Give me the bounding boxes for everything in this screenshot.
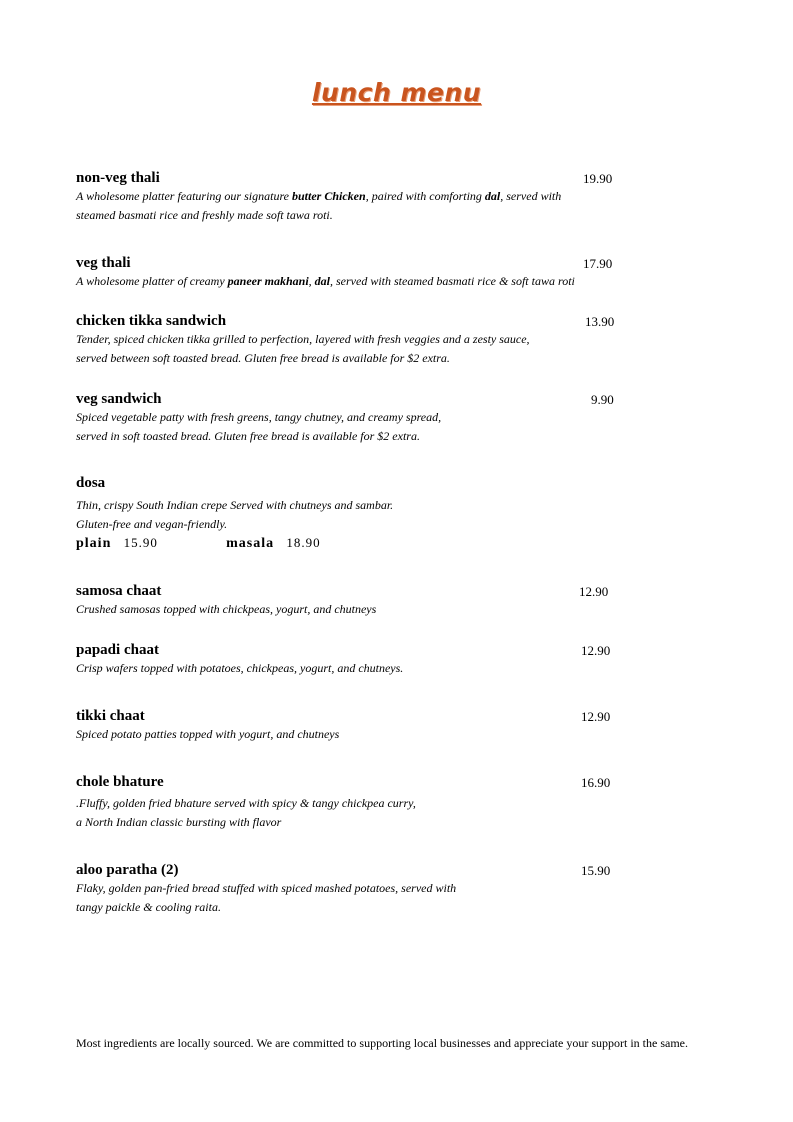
item-price: 12.90 — [581, 709, 611, 724]
item-price: 16.90 — [581, 775, 611, 790]
item-description: Tender, spiced chicken tikka grilled to perfection, layered with fresh veggies and a zesty sauce, served between soft toasted bread. Gluten free bread is available for $2 extra. — [76, 332, 530, 365]
menu-item-veg-sandwich — [76, 390, 696, 446]
item-name: aloo paratha (2) — [76, 862, 179, 878]
variant-price: 15.90 — [123, 535, 158, 550]
item-name: samosa chaat — [76, 583, 162, 599]
item-price: 17.90 — [583, 256, 613, 271]
item-description: A wholesome platter featuring our signature butter Chicken, paired with comforting dal, served with steamed basmati rice and freshly made soft tawa roti. — [76, 189, 562, 222]
item-name: chole bhature — [76, 774, 164, 790]
item-description: A wholesome platter of creamy paneer makhani, dal, served with steamed basmati rice & soft tawa roti — [76, 274, 575, 288]
item-description: Spiced vegetable patty with fresh greens, tangy chutney, and creamy spread, served in soft toasted bread. Gluten free bread is available for $2 extra. — [76, 410, 442, 443]
item-name: veg sandwich — [76, 391, 162, 407]
menu-item-aloo-paratha — [76, 861, 696, 917]
item-name: veg thali — [76, 255, 131, 271]
footer-note: Most ingredients are locally sourced. We are committed to supporting local businesses and appreciate your support in the same. — [76, 1036, 688, 1050]
item-description: Flaky, golden pan-fried bread stuffed with spiced mashed potatoes, served with tangy paickle & cooling raita. — [76, 881, 457, 914]
variant-price: 18.90 — [286, 535, 321, 550]
item-name: non-veg thali — [76, 170, 160, 186]
menu-item-chicken-tikka-sandwich — [76, 312, 696, 368]
item-description: Thin, crispy South Indian crepe Served with chutneys and sambar. Gluten-free and vegan-friendly. — [76, 498, 394, 531]
item-price: 15.90 — [581, 863, 611, 878]
item-price: 19.90 — [583, 171, 613, 186]
item-price: 12.90 — [579, 584, 609, 599]
menu-item-veg-thali — [76, 254, 716, 291]
item-description: .Fluffy, golden fried bhature served with spicy & tangy chickpea curry, a North Indian classic bursting with flavor — [76, 796, 416, 829]
item-price: 12.90 — [581, 643, 611, 658]
item-name: chicken tikka sandwich — [76, 313, 227, 329]
menu-item-samosa-chaat — [76, 582, 696, 619]
variant-name: masala — [226, 536, 275, 551]
variant-name: plain — [76, 536, 112, 551]
item-price: 13.90 — [585, 314, 615, 329]
dosa-variants — [76, 534, 696, 553]
menu-item-papadi-chaat — [76, 641, 696, 678]
item-name: dosa — [76, 475, 106, 491]
menu-item-non-veg-thali — [76, 169, 696, 225]
menu-title: lunch menu — [311, 78, 482, 107]
item-description: Spiced potato patties topped with yogurt, and chutneys — [76, 727, 340, 741]
item-description: Crushed samosas topped with chickpeas, yogurt, and chutneys — [76, 602, 377, 616]
menu-item-dosa — [76, 474, 696, 553]
item-price: 9.90 — [591, 392, 614, 407]
menu-item-chole-bhature — [76, 773, 696, 832]
menu-item-tikki-chaat — [76, 707, 696, 744]
item-name: tikki chaat — [76, 708, 145, 724]
item-description: Crisp wafers topped with potatoes, chickpeas, yogurt, and chutneys. — [76, 661, 404, 675]
item-name: papadi chaat — [76, 642, 159, 658]
